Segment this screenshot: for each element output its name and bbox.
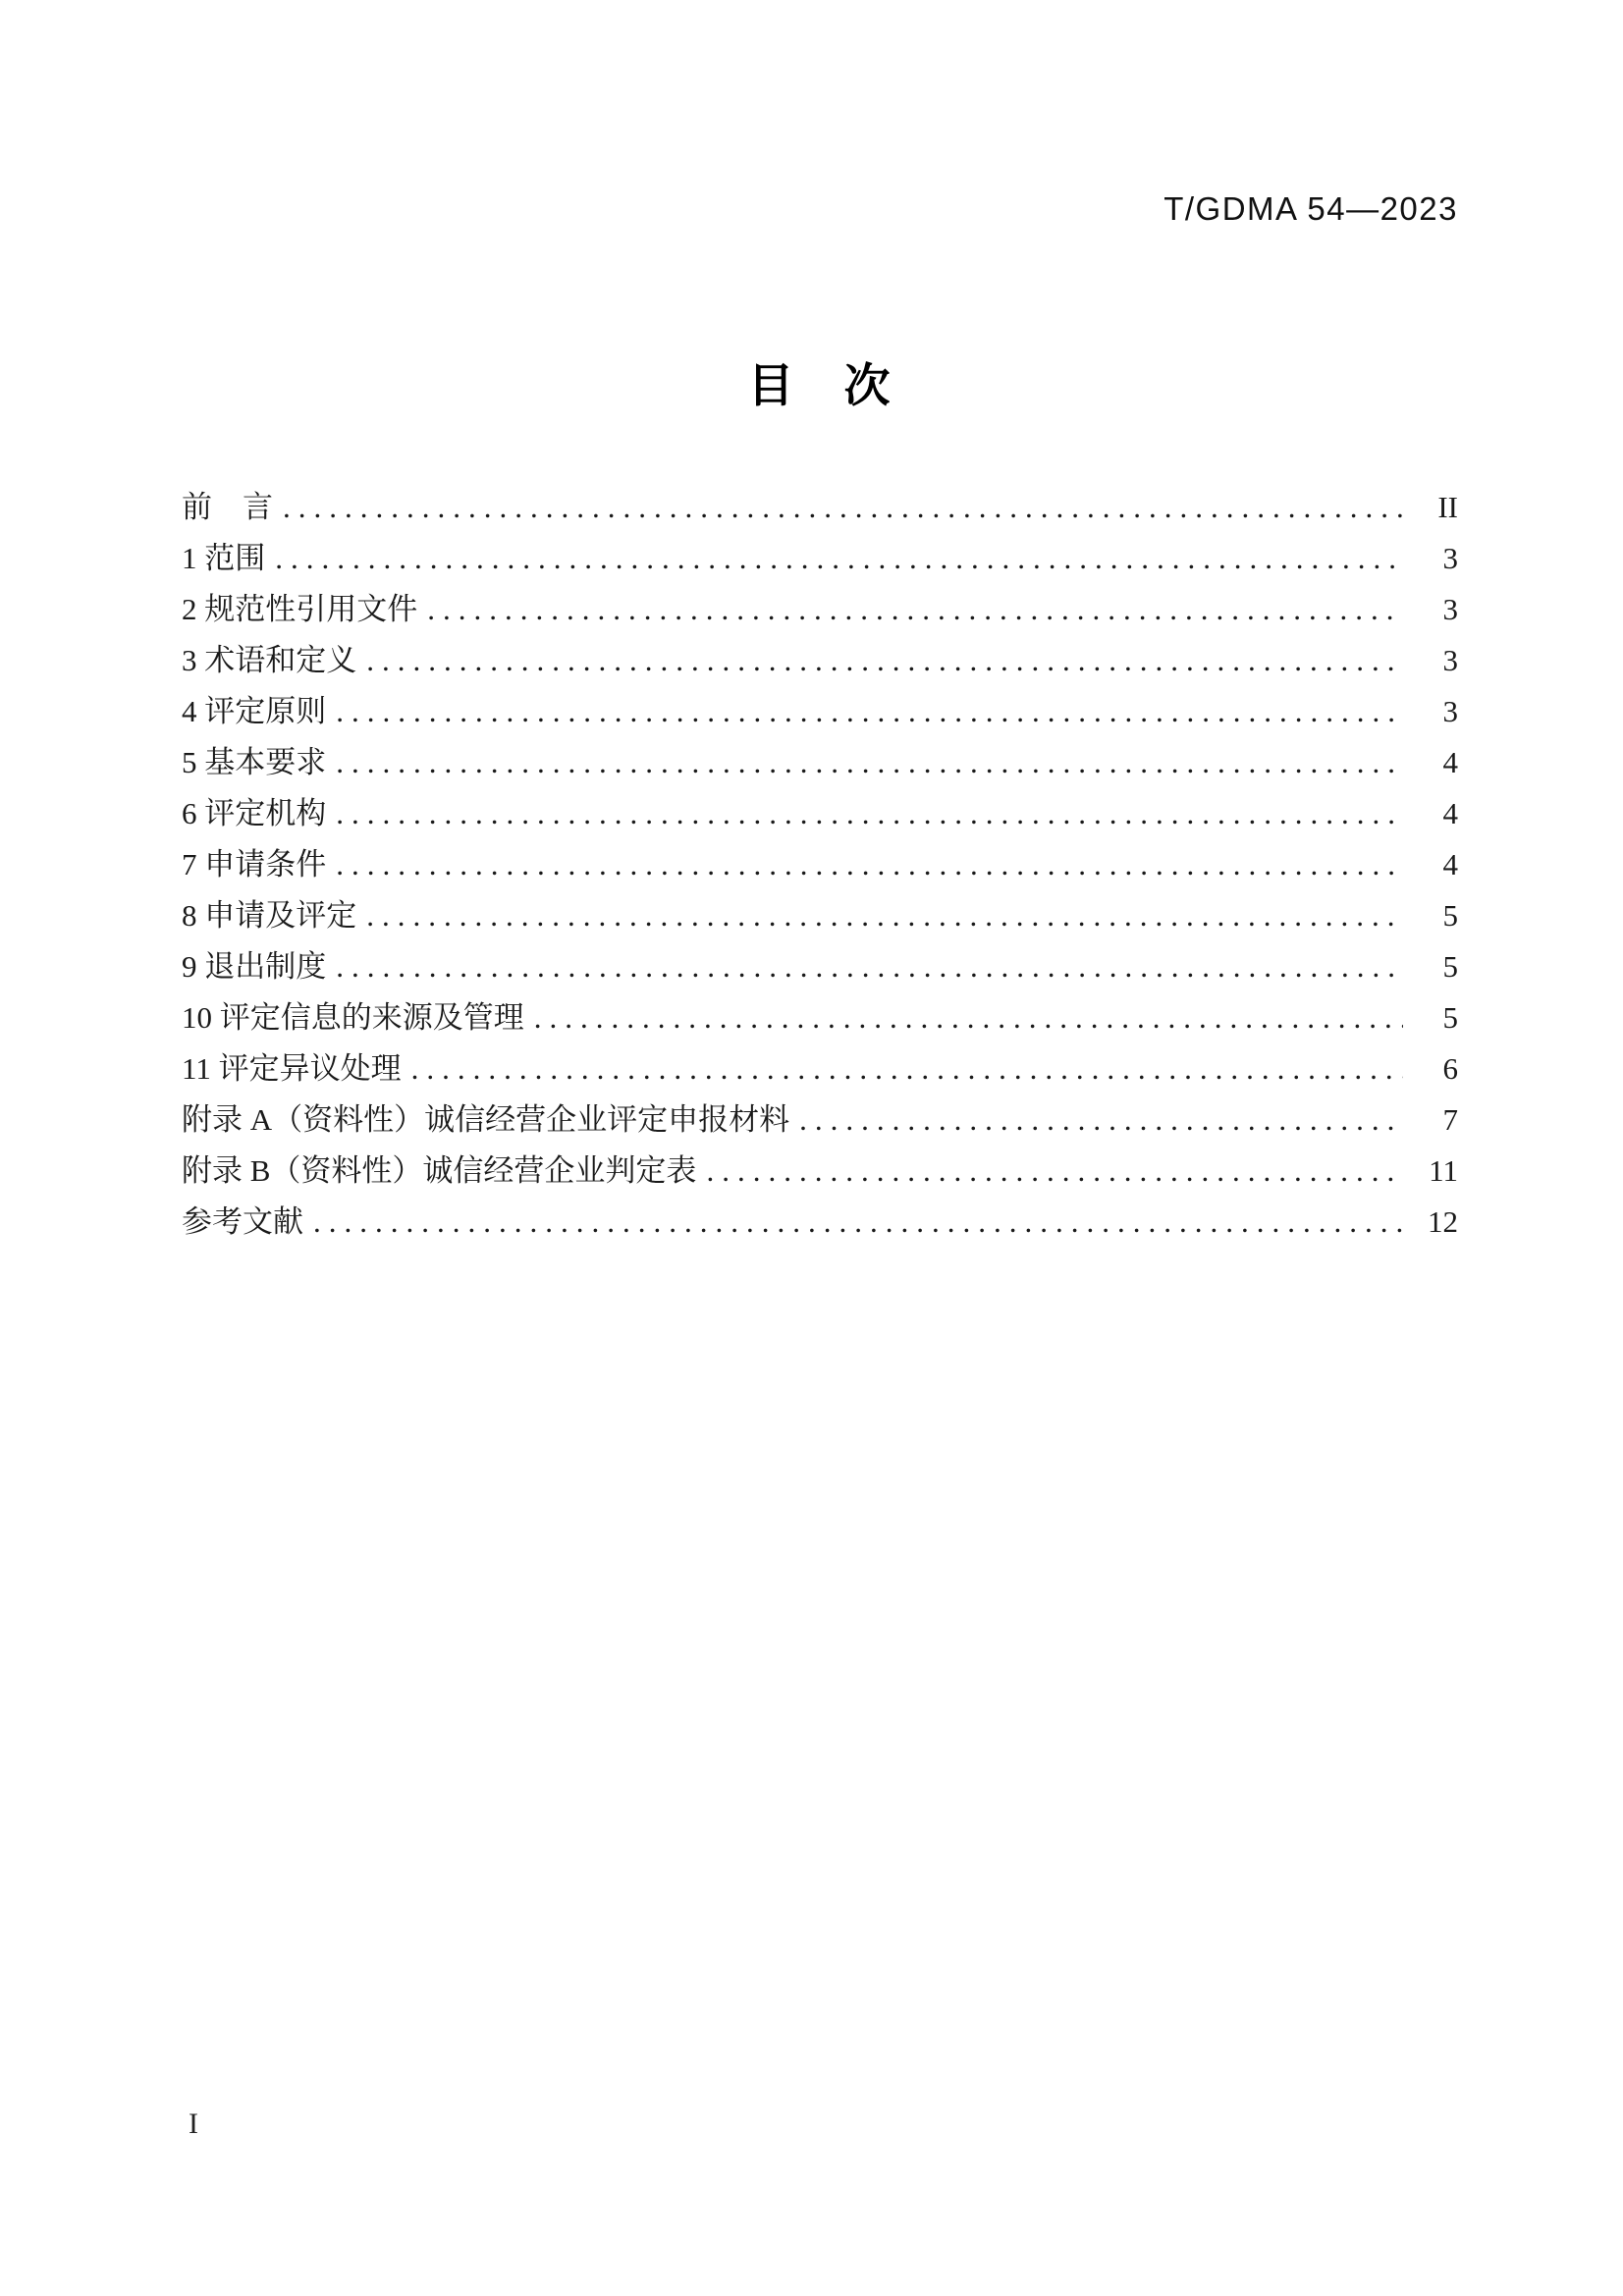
- toc-entry-label: 附录 A（资料性）诚信经营企业评定申报材料: [182, 1102, 790, 1137]
- toc-entry-label: 4 评定原则: [182, 694, 327, 728]
- toc-entry-label: 6 评定机构: [182, 796, 327, 830]
- dot-leader: [313, 1197, 1403, 1248]
- toc-entry-page: 3: [1442, 643, 1458, 677]
- toc-entry: [182, 1146, 1458, 1197]
- toc-entry-label: 1 范围: [182, 541, 266, 575]
- table-of-contents: [182, 482, 1458, 1248]
- toc-entry-page: 4: [1442, 796, 1458, 830]
- dot-leader: [427, 584, 1403, 635]
- toc-entry-label: 8 申请及评定: [182, 898, 357, 933]
- toc-entry-page: II: [1437, 490, 1458, 524]
- toc-entry-page: 5: [1442, 898, 1458, 933]
- toc-entry-page: 11: [1429, 1153, 1458, 1188]
- toc-entry: [182, 533, 1458, 584]
- dot-leader: [366, 635, 1403, 686]
- toc-entry: [182, 1043, 1458, 1095]
- toc-entry: [182, 992, 1458, 1043]
- toc-entry-page: 3: [1442, 694, 1458, 728]
- toc-entry: [182, 839, 1458, 890]
- toc-entry: [182, 1197, 1458, 1248]
- dot-leader: [366, 890, 1403, 941]
- toc-entry-label: 前 言: [182, 490, 273, 524]
- toc-entry-label: 9 退出制度: [182, 949, 327, 984]
- dot-leader: [411, 1043, 1403, 1095]
- toc-entry-label: 10 评定信息的来源及管理: [182, 1000, 524, 1035]
- toc-entry-page: 4: [1442, 745, 1458, 779]
- footer-page-number: I: [189, 2108, 198, 2140]
- page-title: 目 次: [747, 359, 893, 411]
- dot-leader: [336, 788, 1403, 839]
- toc-entry-label: 11 评定异议处理: [182, 1051, 402, 1086]
- dot-leader: [706, 1146, 1403, 1197]
- toc-entry-label: 附录 B（资料性）诚信经营企业判定表: [182, 1153, 697, 1188]
- dot-leader: [336, 686, 1403, 737]
- toc-entry-label: 7 申请条件: [182, 847, 327, 881]
- toc-entry: [182, 635, 1458, 686]
- toc-entry: [182, 941, 1458, 992]
- dot-leader: [275, 533, 1403, 584]
- toc-entry: [182, 737, 1458, 788]
- toc-entry-page: 7: [1442, 1102, 1458, 1137]
- toc-entry-page: 12: [1428, 1204, 1458, 1239]
- dot-leader: [799, 1095, 1403, 1146]
- toc-entry-page: 3: [1442, 541, 1458, 575]
- dot-leader: [283, 482, 1403, 533]
- toc-entry: [182, 584, 1458, 635]
- toc-entry: [182, 890, 1458, 941]
- toc-entry-page: 6: [1442, 1051, 1458, 1086]
- toc-entry: [182, 482, 1458, 533]
- toc-entry-page: 5: [1442, 1000, 1458, 1035]
- standard-number: T/GDMA 54—2023: [1163, 190, 1458, 227]
- toc-entry: [182, 1095, 1458, 1146]
- toc-entry-page: 5: [1442, 949, 1458, 984]
- dot-leader: [336, 839, 1403, 890]
- dot-leader: [534, 992, 1403, 1043]
- toc-entry-page: 3: [1442, 592, 1458, 626]
- toc-entry-label: 5 基本要求: [182, 745, 327, 779]
- toc-entry-label: 2 规范性引用文件: [182, 592, 418, 626]
- toc-entry-label: 参考文献: [182, 1204, 303, 1239]
- toc-entry: [182, 788, 1458, 839]
- dot-leader: [336, 941, 1403, 992]
- toc-entry: [182, 686, 1458, 737]
- toc-entry-label: 3 术语和定义: [182, 643, 357, 677]
- toc-entry-page: 4: [1442, 847, 1458, 881]
- dot-leader: [336, 737, 1403, 788]
